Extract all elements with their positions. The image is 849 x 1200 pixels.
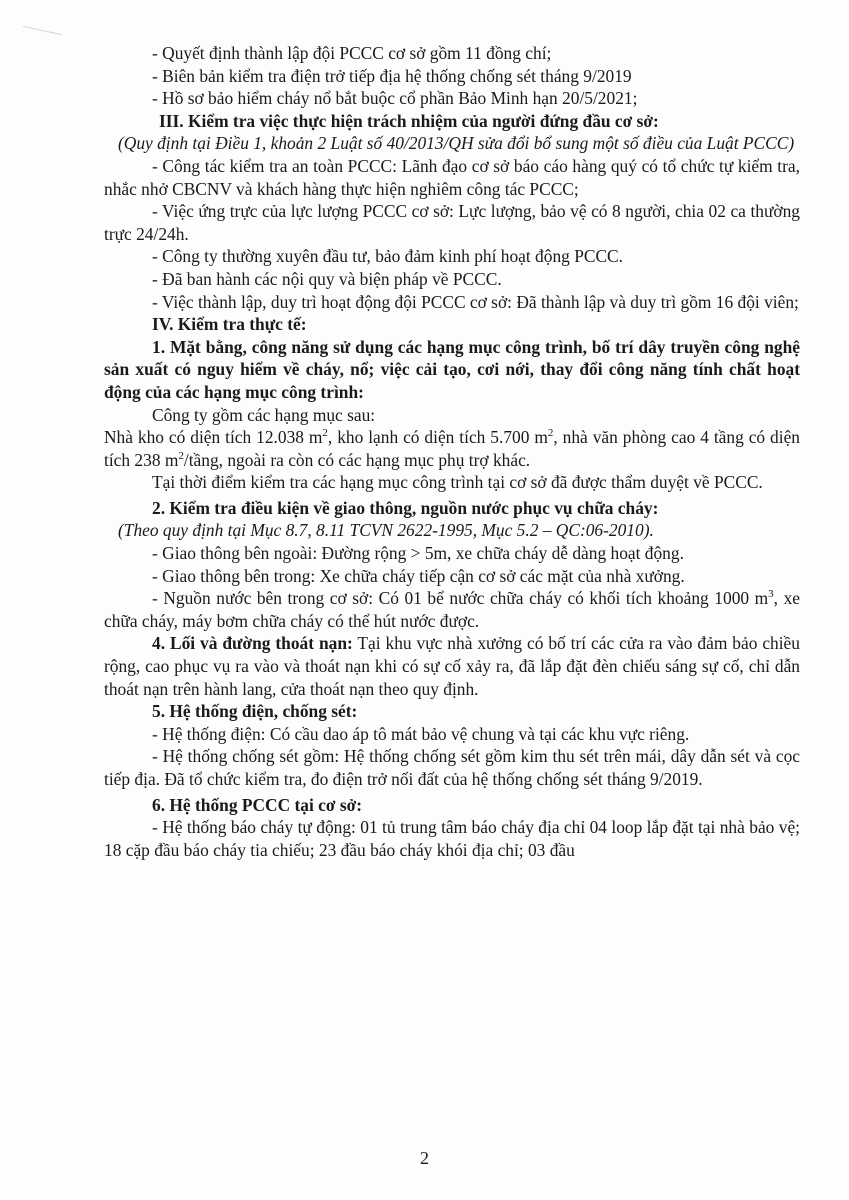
- page-number: 2: [420, 1148, 429, 1168]
- superscript: 2: [322, 427, 328, 440]
- subsection-heading: 2. Kiểm tra điều kiện về giao thông, nguồn nước phục vụ chữa cháy:: [152, 497, 659, 518]
- subsection-heading: 4. Lối và đường thoát nạn:: [152, 633, 353, 654]
- paragraph: - Việc thành lập, duy trì hoạt động đội PCCC cơ sở: Đã thành lập và duy trì gồm 16 đội viên;: [152, 291, 799, 312]
- paragraph: Công ty gồm các hạng mục sau:: [152, 404, 376, 425]
- paragraph: [104, 632, 800, 700]
- list-item: - Quyết định thành lập đội PCCC cơ sở gồm 11 đồng chí;: [152, 43, 552, 63]
- subsection-heading: 6. Hệ thống PCCC tại cơ sở:: [152, 794, 363, 815]
- list-item: - Hồ sơ bảo hiểm cháy nổ bắt buộc cổ phần Bảo Minh hạn 20/5/2021;: [152, 88, 638, 109]
- paragraph: - Công ty thường xuyên đầu tư, bảo đảm kinh phí hoạt động PCCC.: [152, 246, 624, 267]
- text-run: /tầng, ngoài ra còn có các hạng mục phụ trợ khác.: [183, 449, 531, 470]
- superscript: 3: [768, 588, 774, 601]
- text-run: - Nguồn nước bên trong cơ sở: Có 01 bể nước chữa cháy có khối tích khoảng 1000 m: [152, 588, 769, 609]
- paragraph: [104, 426, 800, 471]
- text-run: Nhà kho có diện tích 12.038 m: [104, 427, 323, 448]
- superscript: 2: [178, 449, 184, 462]
- paragraph: Tại thời điểm kiểm tra các hạng mục công trình tại cơ sở đã được thẩm duyệt về PCCC.: [152, 472, 763, 493]
- paragraph: - Hệ thống điện: Có cầu dao áp tô mát bảo vệ chung và tại các khu vực riêng.: [152, 723, 690, 744]
- paragraph: - Công tác kiểm tra an toàn PCCC: Lãnh đạo cơ sở báo cáo hàng quý có tổ chức tự kiểm tra, nhắc nhở CBCNV và khách hàng thực hiện nghiêm công tác PCCC;: [104, 155, 800, 199]
- paragraph: - Giao thông bên trong: Xe chữa cháy tiếp cận cơ sở các mặt của nhà xưởng.: [152, 565, 685, 586]
- section-heading-4: IV. Kiểm tra thực tế:: [152, 314, 307, 335]
- section-note: (Theo quy định tại Mục 8.7, 8.11 TCVN 2622-1995, Mục 5.2 – QC:06-2010).: [118, 520, 654, 541]
- paragraph: [104, 587, 800, 632]
- superscript: 2: [547, 427, 554, 440]
- text-run: , xe chữa cháy, máy bơm chữa cháy có thể hút nước được.: [104, 588, 800, 631]
- text-run: , nhà văn phòng cao 4 tầng có diện tích 238 m: [104, 427, 800, 470]
- section-note: (Quy định tại Điều 1, khoản 2 Luật số 40/2013/QH sửa đổi bổ sung một số điều của Luật PCCC): [118, 133, 795, 154]
- subsection-heading: 1. Mặt bằng, công năng sử dụng các hạng mục công trình, bố trí dây truyền công nghệ sản xuất có nguy hiểm về cháy, nổ; việc cải tạo, cơi nới, thay đổi công năng tính chất hoạt động của các hạng mục công trình:: [104, 336, 800, 402]
- text-run: , kho lạnh có diện tích 5.700 m: [327, 427, 548, 448]
- scan-mark: [22, 26, 63, 41]
- document-body: [104, 42, 800, 861]
- paragraph: - Giao thông bên ngoài: Đường rộng > 5m, xe chữa cháy dễ dàng hoạt động.: [152, 543, 684, 564]
- list-item: - Biên bản kiểm tra điện trở tiếp địa hệ thống chống sét tháng 9/2019: [152, 65, 632, 86]
- subsection-heading: 5. Hệ thống điện, chống sét:: [152, 701, 358, 722]
- paragraph: - Việc ứng trực của lực lượng PCCC cơ sở: Lực lượng, bảo vệ có 8 người, chia 02 ca thường trực 24/24h.: [104, 201, 800, 244]
- paragraph: - Đã ban hành các nội quy và biện pháp về PCCC.: [152, 268, 502, 289]
- paragraph: - Hệ thống chống sét gồm: Hệ thống chống sét gồm kim thu sét trên mái, dây dẫn sét và cọc tiếp địa. Đã tổ chức kiểm tra, đo điện trở nối đất của hệ thống chống sét tháng 9/2019.: [104, 746, 800, 789]
- section-heading-3: III. Kiểm tra việc thực hiện trách nhiệm của người đứng đầu cơ sở:: [159, 110, 659, 131]
- paragraph: - Hệ thống báo cháy tự động: 01 tủ trung tâm báo cháy địa chỉ 04 loop lắp đặt tại nhà bảo vệ; 18 cặp đầu báo cháy tia chiếu; 23 đầu báo cháy khói địa chỉ; 03 đầu: [104, 817, 800, 860]
- text-run: Tại khu vực nhà xưởng có bố trí các cửa ra vào đảm bảo chiều rộng, cao phục vụ ra vào và thoát nạn khi có sự cố xảy ra, đã lắp đặt đèn chiếu sáng sự cố, chỉ dẫn thoát nạn trên hành lang, cửa thoát nạn theo quy định.: [104, 633, 800, 699]
